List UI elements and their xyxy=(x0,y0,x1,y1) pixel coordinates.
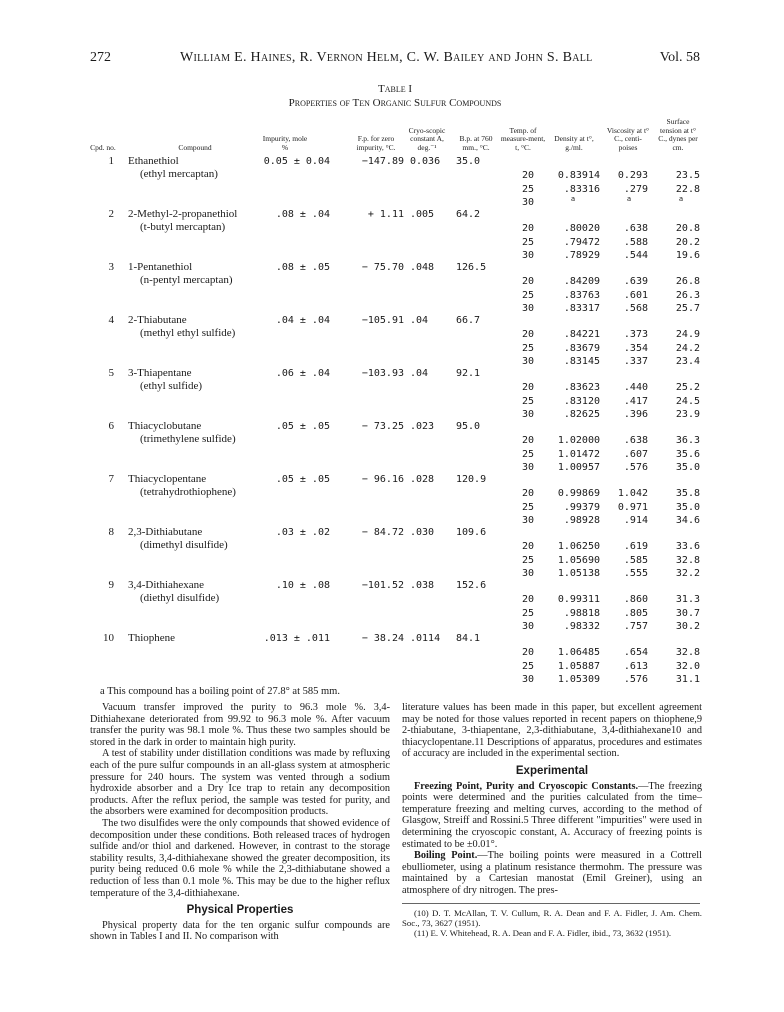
viscosity-value: .576 xyxy=(623,674,648,685)
col-header-cryo: Cryo-scopic constant A, deg.⁻¹ xyxy=(408,125,446,152)
surface-tension-value: 30.2 xyxy=(675,621,700,632)
surface-tension-value: 34.6 xyxy=(675,515,700,526)
table-header-row xyxy=(90,108,700,152)
runin-heading: Freezing Point, Purity and Cryoscopic Constants. xyxy=(414,780,639,792)
boiling-point-value: 126.5 xyxy=(456,262,487,273)
right-column xyxy=(402,702,702,939)
measure-temp-value: 30 xyxy=(521,303,534,314)
measure-temp-value: 25 xyxy=(521,342,534,354)
measure-temp-value: 20 xyxy=(521,647,534,658)
paragraph-text: —The freezing points were determined and the purities calculated from the time–temperature freezing and melting curves, according to the method of Glasgow, Streiff and Rossini.5 Three different "impurities" were used in determining the cryoscopic constant, A. Accuracy of freezing points is estimated to be ±0.01°. xyxy=(402,780,703,850)
density-value: 1.01472 xyxy=(557,448,600,460)
viscosity-value: .654 xyxy=(623,647,648,658)
viscosity-value: .585 xyxy=(623,554,648,566)
measure-temp-value: 25 xyxy=(521,501,534,513)
paragraph-text: —The boiling points were measured in a Cottrell ebulliometer, using a platinum resistance thermohm. The pressure was maintained by a Cartesian manostat (Emil Greiner), using an atmosphere of dry nitrogen. The pres- xyxy=(402,850,702,896)
boiling-point-value: 64.2 xyxy=(456,209,481,220)
compound-number: 1 xyxy=(108,155,114,167)
density-value: 1.05887 xyxy=(557,660,600,672)
impurity-value: .10 ± .08 xyxy=(275,580,330,591)
col-header-compound: Compound xyxy=(178,142,212,152)
surface-tension-value: 32.8 xyxy=(675,647,700,658)
col-header-bp: B.p. at 760 mm., °C. xyxy=(459,134,493,152)
viscosity-value: .568 xyxy=(623,303,648,314)
measure-temp-value: 25 xyxy=(521,236,534,248)
boiling-point-value: 95.0 xyxy=(456,421,481,432)
measure-temp-value: 25 xyxy=(521,660,534,672)
compound-name: Thiacyclobutane xyxy=(128,420,202,432)
col-header-viscosity: Viscosity at t° C., centi-poises xyxy=(606,125,650,152)
impurity-value: .04 ± .04 xyxy=(275,315,330,326)
surface-tension-value: 31.1 xyxy=(675,674,700,685)
impurity-value: .08 ± .04 xyxy=(275,209,330,220)
viscosity-value: .555 xyxy=(623,568,648,579)
runin-heading: Boiling Point. xyxy=(414,850,478,862)
density-value: .80020 xyxy=(563,223,600,234)
viscosity-value: .588 xyxy=(623,236,648,248)
density-value: 0.99311 xyxy=(557,594,600,605)
viscosity-value: .337 xyxy=(623,356,648,367)
measure-temp-value: 20 xyxy=(521,541,534,552)
compound-number: 4 xyxy=(108,314,114,326)
viscosity-value: .757 xyxy=(623,621,648,632)
compound-name: Thiophene xyxy=(128,632,176,644)
reference-11: (11) E. V. Whitehead, R. A. Dean and F. A. Fidler, ibid., 73, 3632 (1951). xyxy=(414,928,672,939)
measure-temp-value: 25 xyxy=(521,395,534,407)
boiling-point-value: 120.9 xyxy=(456,474,487,485)
surface-tension-value: 20.8 xyxy=(675,223,700,234)
freezing-point-value: − 73.25 xyxy=(361,421,404,432)
surface-tension-value: 23.5 xyxy=(675,170,700,181)
surface-tension-value: 30.7 xyxy=(675,607,700,619)
viscosity-value: .639 xyxy=(623,276,648,287)
surface-tension-value: 25.2 xyxy=(675,382,700,393)
density-value: .83145 xyxy=(563,356,600,367)
impurity-value: .03 ± .02 xyxy=(275,527,330,538)
impurity-value: .013 ± .011 xyxy=(263,633,330,644)
compound-number: 5 xyxy=(108,367,114,379)
viscosity-value: a xyxy=(626,195,632,203)
density-value: .83679 xyxy=(563,342,600,354)
measure-temp-value: 30 xyxy=(521,568,534,579)
surface-tension-value: 31.3 xyxy=(675,594,700,605)
surface-tension-value: a xyxy=(678,195,684,203)
impurity-value: .06 ± .04 xyxy=(275,368,330,379)
surface-tension-value: 24.9 xyxy=(675,329,700,340)
density-value: .84209 xyxy=(563,276,600,287)
surface-tension-value: 36.3 xyxy=(675,435,700,446)
compound-alt-name: (ethyl mercaptan) xyxy=(140,168,218,180)
col-header-temp: Temp. of measure-ment, t, °C. xyxy=(500,125,546,152)
compound-name: 2-Methyl-2-propanethiol xyxy=(128,208,238,220)
density-value: 1.05309 xyxy=(557,674,600,685)
freezing-point-value: −105.91 xyxy=(361,315,404,326)
boiling-point-value: 109.6 xyxy=(456,527,487,538)
measure-temp-value: 25 xyxy=(521,607,534,619)
impurity-value: .08 ± .05 xyxy=(275,262,330,273)
surface-tension-value: 35.0 xyxy=(675,462,700,473)
paragraph-freezing-point xyxy=(402,781,702,851)
measure-temp-value: 20 xyxy=(521,382,534,393)
measure-temp-value: 30 xyxy=(521,409,534,420)
viscosity-value: .601 xyxy=(623,289,648,301)
density-value: 1.05138 xyxy=(557,568,600,579)
compound-number: 10 xyxy=(103,632,114,644)
cryoscopic-constant-value: .038 xyxy=(410,580,435,591)
cryoscopic-constant-value: .028 xyxy=(410,474,435,485)
compound-name: Ethanethiol xyxy=(128,155,179,167)
density-value: .84221 xyxy=(563,329,600,340)
compound-name: 3,4-Dithiahexane xyxy=(128,579,205,591)
section-heading-experimental: Experimental xyxy=(515,764,589,777)
section-heading-physical-properties: Physical Properties xyxy=(186,904,294,917)
density-value: .83623 xyxy=(563,382,600,393)
measure-temp-value: 20 xyxy=(521,435,534,446)
cryoscopic-constant-value: .030 xyxy=(410,527,435,538)
measure-temp-value: 30 xyxy=(521,462,534,473)
viscosity-value: .860 xyxy=(623,594,648,605)
cryoscopic-constant-value: .04 xyxy=(410,368,429,379)
col-header-impurity: Impurity, mole % xyxy=(262,134,308,152)
measure-temp-value: 20 xyxy=(521,594,534,605)
references-divider xyxy=(402,903,700,904)
page-number: 272 xyxy=(90,50,111,65)
compound-number: 9 xyxy=(108,579,114,591)
compound-number: 3 xyxy=(108,261,114,273)
density-value: .78929 xyxy=(563,250,600,261)
surface-tension-value: 32.8 xyxy=(675,554,700,566)
freezing-point-value: − 75.70 xyxy=(361,262,404,273)
boiling-point-value: 66.7 xyxy=(456,315,481,326)
density-value: 0.99869 xyxy=(557,488,600,499)
viscosity-value: 1.042 xyxy=(617,488,648,499)
measure-temp-value: 30 xyxy=(521,674,534,685)
density-value: .83317 xyxy=(563,303,600,314)
surface-tension-value: 19.6 xyxy=(675,250,700,261)
impurity-value: .05 ± .05 xyxy=(275,474,330,485)
boiling-point-value: 84.1 xyxy=(456,633,481,644)
compound-name: 1-Pentanethiol xyxy=(128,261,193,273)
surface-tension-value: 23.4 xyxy=(675,356,700,367)
viscosity-value: .914 xyxy=(623,515,648,526)
running-authors: William E. Haines, R. Vernon Helm, C. W. Bailey and John S. Ball xyxy=(180,50,593,65)
density-value: .98928 xyxy=(563,515,600,526)
surface-tension-value: 26.8 xyxy=(675,276,700,287)
density-value: .82625 xyxy=(563,409,600,420)
viscosity-value: .638 xyxy=(623,223,648,234)
viscosity-value: .373 xyxy=(623,329,648,340)
col-header-density: Density at t°, g./ml. xyxy=(554,134,594,152)
measure-temp-value: 30 xyxy=(521,197,534,208)
measure-temp-value: 25 xyxy=(521,554,534,566)
cryoscopic-constant-value: .023 xyxy=(410,421,435,432)
freezing-point-value: −101.52 xyxy=(361,580,404,591)
measure-temp-value: 20 xyxy=(521,223,534,234)
density-value: .83316 xyxy=(563,183,600,195)
paragraph: literature values has been made in this paper, but excellent agreement may be noted for those values reported in recent papers on thiophene,9 2-thiabutane, 3-thiapentane, 2,3-dithiabutane, 3,4-dithiahexane10 and thiacyclopentane.11 Descriptions of apparatus, procedures and estimates of accuracy are included in the experimental section. xyxy=(402,702,702,760)
col-header-fp: F.p. for zero impurity, °C. xyxy=(356,134,396,152)
compound-name: Thiacyclopentane xyxy=(128,473,207,485)
compound-alt-name: (trimethylene sulfide) xyxy=(140,433,236,445)
running-header xyxy=(90,50,700,70)
surface-tension-value: 33.6 xyxy=(675,541,700,552)
table-label: Table I xyxy=(377,83,413,95)
compound-alt-name: (dimethyl disulfide) xyxy=(140,539,228,551)
freezing-point-value: − 96.16 xyxy=(361,474,404,485)
density-value: 1.06250 xyxy=(557,541,600,552)
cryoscopic-constant-value: 0.036 xyxy=(410,156,441,167)
measure-temp-value: 30 xyxy=(521,356,534,367)
cryoscopic-constant-value: .005 xyxy=(410,209,435,220)
paragraph: A test of stability under distillation conditions was made by refluxing each of the pure sulfur compounds in an all-glass system at atmospheric pressure for 240 hours. The system was vented through a sodium hydroxide absorber and a Dry Ice trap to retain any decomposition products. After the reflux period, the sample was tested for purity, and the absorbers were examined for decomposition products. xyxy=(90,748,390,818)
cryoscopic-constant-value: .0114 xyxy=(410,633,441,644)
viscosity-value: 0.293 xyxy=(617,170,648,181)
density-value: .79472 xyxy=(563,236,600,248)
impurity-value: 0.05 ± 0.04 xyxy=(263,156,330,167)
col-header-cpd: Cpd. no. xyxy=(90,142,116,152)
viscosity-value: .619 xyxy=(623,541,648,552)
measure-temp-value: 30 xyxy=(521,515,534,526)
compound-number: 2 xyxy=(108,208,114,220)
paragraph: Physical property data for the ten organic sulfur compounds are shown in Tables I and II. No comparison with xyxy=(90,919,390,943)
density-value: 1.02000 xyxy=(557,435,600,446)
density-value: .83120 xyxy=(563,395,600,407)
viscosity-value: .354 xyxy=(623,342,648,354)
viscosity-value: .576 xyxy=(623,462,648,473)
cryoscopic-constant-value: .048 xyxy=(410,262,435,273)
paragraph-boiling-point xyxy=(402,850,702,896)
compound-alt-name: (t-butyl mercaptan) xyxy=(140,221,226,233)
freezing-point-value: − 84.72 xyxy=(361,527,404,538)
freezing-point-value: + 1.11 xyxy=(367,209,404,220)
density-value: 1.06485 xyxy=(557,647,600,658)
viscosity-value: 0.971 xyxy=(617,501,648,513)
viscosity-value: .417 xyxy=(623,395,648,407)
compound-alt-name: (tetrahydrothiophene) xyxy=(140,486,236,498)
surface-tension-value: 25.7 xyxy=(675,303,700,314)
boiling-point-value: 92.1 xyxy=(456,368,481,379)
impurity-value: .05 ± .05 xyxy=(275,421,330,432)
surface-tension-value: 20.2 xyxy=(675,236,700,248)
density-value: 0.83914 xyxy=(557,170,600,181)
surface-tension-value: 24.2 xyxy=(675,342,700,354)
density-value: 1.00957 xyxy=(557,462,600,473)
compound-alt-name: (n-pentyl mercaptan) xyxy=(140,274,233,286)
compound-name: 2,3-Dithiabutane xyxy=(128,526,203,538)
surface-tension-value: 22.8 xyxy=(675,183,700,195)
col-header-surface: Surface tension at t° C., dynes per cm. xyxy=(658,117,698,152)
measure-temp-value: 30 xyxy=(521,250,534,261)
surface-tension-value: 35.0 xyxy=(675,501,700,513)
compound-alt-name: (diethyl disulfide) xyxy=(140,592,220,604)
boiling-point-value: 152.6 xyxy=(456,580,487,591)
freezing-point-value: −147.89 xyxy=(361,156,404,167)
freezing-point-value: − 38.24 xyxy=(361,633,404,644)
volume-label: Vol. 58 xyxy=(659,50,700,65)
density-value: .83763 xyxy=(563,289,600,301)
measure-temp-value: 25 xyxy=(521,183,534,195)
table-title: Properties of Ten Organic Sulfur Compounds xyxy=(288,97,502,109)
compound-name: 3-Thiapentane xyxy=(128,367,192,379)
viscosity-value: .396 xyxy=(623,409,648,420)
viscosity-value: .613 xyxy=(623,660,648,672)
table-footnote: a This compound has a boiling point of 27.8° at 585 mm. xyxy=(100,686,340,697)
compound-alt-name: (methyl ethyl sulfide) xyxy=(140,327,236,339)
compound-number: 7 xyxy=(108,473,114,485)
compound-name: 2-Thiabutane xyxy=(128,314,187,326)
viscosity-value: .607 xyxy=(623,448,648,460)
density-value: .98818 xyxy=(563,607,600,619)
cryoscopic-constant-value: .04 xyxy=(410,315,429,326)
density-value: .98332 xyxy=(563,621,600,632)
compound-number: 8 xyxy=(108,526,114,538)
compound-number: 6 xyxy=(108,420,114,432)
viscosity-value: .279 xyxy=(623,183,648,195)
boiling-point-value: 35.0 xyxy=(456,156,481,167)
measure-temp-value: 20 xyxy=(521,170,534,181)
density-value: a xyxy=(570,195,576,203)
surface-tension-value: 23.9 xyxy=(675,409,700,420)
surface-tension-value: 32.2 xyxy=(675,568,700,579)
freezing-point-value: −103.93 xyxy=(361,368,404,379)
viscosity-value: .440 xyxy=(623,382,648,393)
reference-10: (10) D. T. McAllan, T. V. Cullum, R. A. Dean and F. A. Fidler, J. Am. Chem. Soc., 73, 3627 (1951). xyxy=(402,907,702,928)
measure-temp-value: 25 xyxy=(521,289,534,301)
measure-temp-value: 20 xyxy=(521,329,534,340)
surface-tension-value: 24.5 xyxy=(675,395,700,407)
surface-tension-value: 32.0 xyxy=(675,660,700,672)
table-caption xyxy=(90,82,700,110)
left-column xyxy=(90,702,390,943)
paragraph: Vacuum transfer improved the purity to 96.3 mole %. 3,4-Dithiahexane deteriorated from 99.92 to 96.3 mole %. After vacuum transfer the purity was 98.1 mole %. Thus these two samples should be stored in the dark in order to maintain high purity. xyxy=(90,702,390,748)
paragraph: The two disulfides were the only compounds that showed evidence of decomposition under these conditions. Both released traces of hydrogen sulfide and/or thiol and darkened. However, in contrast to the storage stability results, 3,4-dithiahexane showed the greater decomposition, its purity being reduced 0.6 mole % while the 2,3-dithiabutane showed a reduction of less than 0.1 mole %. This may be due to the higher reflux temperature of the 3,4-dithiahexane. xyxy=(90,817,390,899)
table-body xyxy=(90,155,700,683)
density-value: 1.05690 xyxy=(557,554,600,566)
viscosity-value: .544 xyxy=(623,250,648,261)
measure-temp-value: 25 xyxy=(521,448,534,460)
viscosity-value: .805 xyxy=(623,607,648,619)
surface-tension-value: 35.6 xyxy=(675,448,700,460)
surface-tension-value: 35.8 xyxy=(675,488,700,499)
measure-temp-value: 20 xyxy=(521,276,534,287)
compound-alt-name: (ethyl sulfide) xyxy=(140,380,203,392)
measure-temp-value: 20 xyxy=(521,488,534,499)
density-value: .99379 xyxy=(563,501,600,513)
surface-tension-value: 26.3 xyxy=(675,289,700,301)
measure-temp-value: 30 xyxy=(521,621,534,632)
viscosity-value: .638 xyxy=(623,435,648,446)
